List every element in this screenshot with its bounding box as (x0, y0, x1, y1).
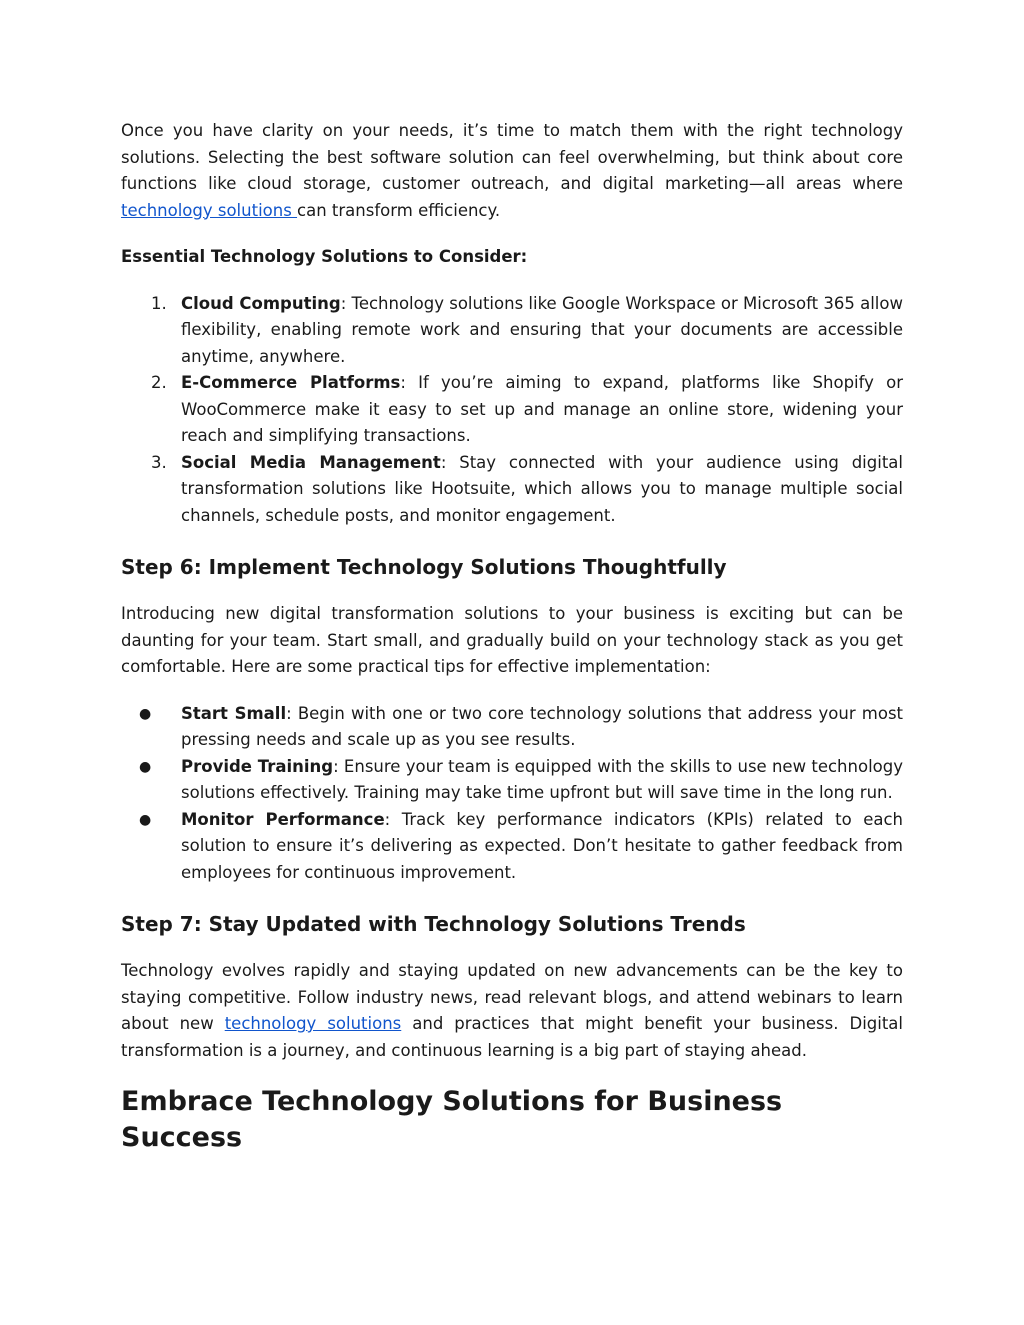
list-number: 1. (151, 293, 167, 313)
bullet-icon: ● (139, 811, 152, 828)
list-item-text: : If you’re aiming to expand, platforms like Shopify or WooCommerce make it easy to set up and manage an online store, widening your reach and simplifying transactions. (181, 373, 904, 445)
list-item-term: Monitor Performance (181, 809, 385, 829)
bullet-icon: ● (139, 758, 152, 775)
list-item-text: : Stay connected with your audience using digital transformation solutions like Hootsuite, which allows you to manage multiple social channels, schedule posts, and monitor engagement. (181, 452, 903, 525)
list-item-term: Provide Training (181, 756, 334, 776)
document-page (121, 118, 903, 1156)
list-item (121, 754, 903, 807)
list-item-text: : Ensure your team is equipped with the skills to use new technology solutions effectively. Training may take time upfront but will save time in the long run. (181, 756, 903, 802)
technology-solutions-link[interactable]: technology solutions (121, 200, 298, 220)
list-item-term: E-Commerce Platforms (181, 373, 401, 392)
step7-text-after: and practices that might benefit your business. Digital transformation is a journey, and continuous learning is a big part of staying ahead. (121, 1014, 904, 1060)
technology-solutions-link[interactable]: technology solutions (224, 1014, 402, 1033)
numbered-list (121, 291, 903, 530)
list-item-text: : Track key performance indicators (KPIs) related to each solution to ensure it’s delivering as expected. Don’t hesitate to gather feedback from employees for continuous improvement. (181, 809, 903, 882)
step7-paragraph (121, 958, 903, 1064)
list-item (121, 450, 903, 530)
step7-text-before: Technology evolves rapidly and staying updated on new advancements can be the key to staying competitive. Follow industry news, read relevant blogs, and attend webinars to learn about new (121, 961, 903, 1033)
list-number: 3. (151, 452, 167, 472)
step7-heading: Step 7: Stay Updated with Technology Solutions Trends (121, 912, 746, 936)
intro-text-before: Once you have clarity on your needs, it’s time to match them with the right technology solutions. Selecting the best software solution can feel overwhelming, but think about core functions like cloud storage, customer outreach, and digital marketing—all areas where (121, 121, 903, 193)
list-item (121, 291, 903, 371)
list-item (121, 701, 903, 754)
bullet-list (121, 701, 903, 887)
step6-heading: Step 6: Implement Technology Solutions Thoughtfully (121, 555, 727, 579)
essential-heading: Essential Technology Solutions to Consider: (121, 247, 528, 266)
list-item (121, 807, 903, 887)
intro-text-after: can transform efficiency. (297, 200, 501, 220)
list-item-term: Cloud Computing (181, 293, 341, 313)
intro-paragraph (121, 118, 903, 224)
list-item-text: : Technology solutions like Google Workspace or Microsoft 365 allow flexibility, enabling remote work and ensuring that your documents are accessible anytime, anywhere. (181, 293, 903, 366)
list-item (121, 370, 903, 450)
list-item-text: : Begin with one or two core technology solutions that address your most pressing needs and scale up as you see results. (181, 703, 904, 749)
list-item-term: Social Media Management (181, 452, 441, 472)
step6-paragraph: Introducing new digital transformation solutions to your business is exciting but can be daunting for your team. Start small, and gradually build on your technology stack as you get comfortable. Here are some practical tips for effective implementation: (121, 604, 903, 676)
list-item-term: Start Small (181, 703, 287, 723)
bullet-icon: ● (139, 705, 152, 722)
list-number: 2. (151, 373, 167, 392)
final-heading: Embrace Technology Solutions for Business Success (121, 1086, 783, 1153)
